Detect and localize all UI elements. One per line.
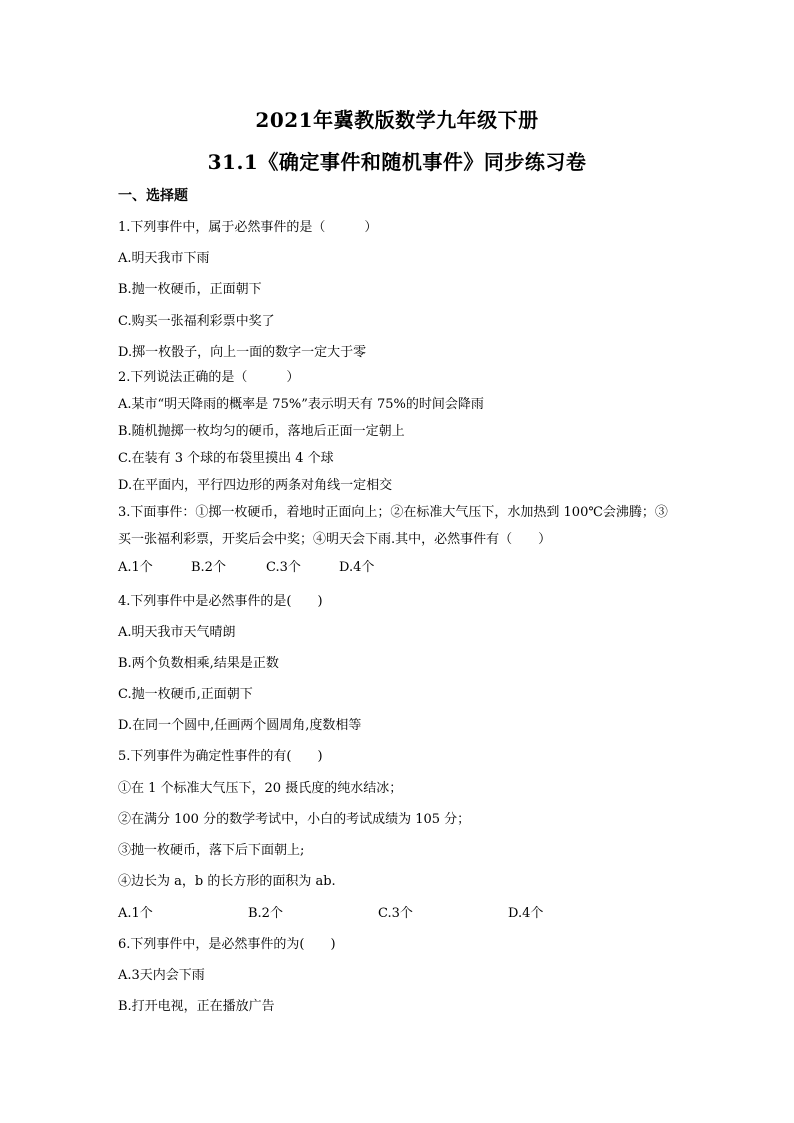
question-2-option-c: C.在装有 3 个球的布袋里摸出 4 个球 [118,451,334,466]
question-5-option-d: D.4个 [508,906,544,921]
question-2-option-d: D.在平面内，平行四边形的两条对角线一定相交 [118,478,393,493]
question-3-option-a: A.1个 [118,560,153,575]
question-1-option-a: A.明天我市下雨 [118,251,210,266]
question-5-item-1: ①在 1 个标准大气压下，20 摄氏度的纯水结冰； [118,781,403,796]
question-5-stem: 5.下列事件为确定性事件的有( ) [118,749,323,764]
question-5-item-3: ③抛一枚硬币，落下后下面朝上; [118,843,305,858]
question-6-option-b: B.打开电视，正在播放广告 [118,999,275,1014]
question-5-item-4: ④边长为 a，b 的长方形的面积为 ab. [118,874,336,889]
question-3-option-b: B.2个 [191,560,226,575]
question-3-stem-line2: 买一张福利彩票，开奖后会中奖；④明天会下雨.其中，必然事件有（ ） [118,532,552,547]
question-5-option-a: A.1个 [118,906,153,921]
question-4-option-b: B.两个负数相乘,结果是正数 [118,656,279,671]
question-1-stem: 1.下列事件中，属于必然事件的是（ ） [118,220,378,235]
document-subtitle: 31.1《确定事件和随机事件》同步练习卷 [207,150,587,174]
question-3-stem-line1: 3.下面事件：①掷一枚硬币，着地时正面向上；②在标准大气压下，水加热到 100℃会沸腾；③ [118,505,668,520]
question-4-stem: 4.下列事件中是必然事件的是( ) [118,594,323,609]
question-4-option-d: D.在同一个圆中,任画两个圆周角,度数相等 [118,718,362,733]
question-5-item-2: ②在满分 100 分的数学考试中，小白的考试成绩为 105 分； [118,812,471,827]
question-2-stem: 2.下列说法正确的是（ ） [118,370,300,385]
question-1-option-d: D.掷一枚骰子，向上一面的数字一定大于零 [118,345,367,360]
document-title: 2021年冀教版数学九年级下册 [255,108,539,132]
question-2-option-b: B.随机抛掷一枚均匀的硬币，落地后正面一定朝上 [118,424,405,439]
question-5-option-c: C.3个 [378,906,413,921]
question-3-option-c: C.3个 [266,560,301,575]
section-heading: 一、选择题 [118,188,188,204]
question-1-option-c: C.购买一张福利彩票中奖了 [118,314,275,329]
question-4-option-a: A.明天我市天气晴朗 [118,625,236,640]
question-2-option-a: A.某市“明天降雨的概率是 75%”表示明天有 75%的时间会降雨 [118,397,484,412]
question-6-option-a: A.3天内会下雨 [118,968,205,983]
question-6-stem: 6.下列事件中，是必然事件的为( ) [118,937,336,952]
question-3-option-d: D.4个 [339,560,375,575]
question-4-option-c: C.抛一枚硬币,正面朝下 [118,687,253,702]
question-1-option-b: B.抛一枚硬币，正面朝下 [118,282,262,297]
question-5-option-b: B.2个 [248,906,283,921]
